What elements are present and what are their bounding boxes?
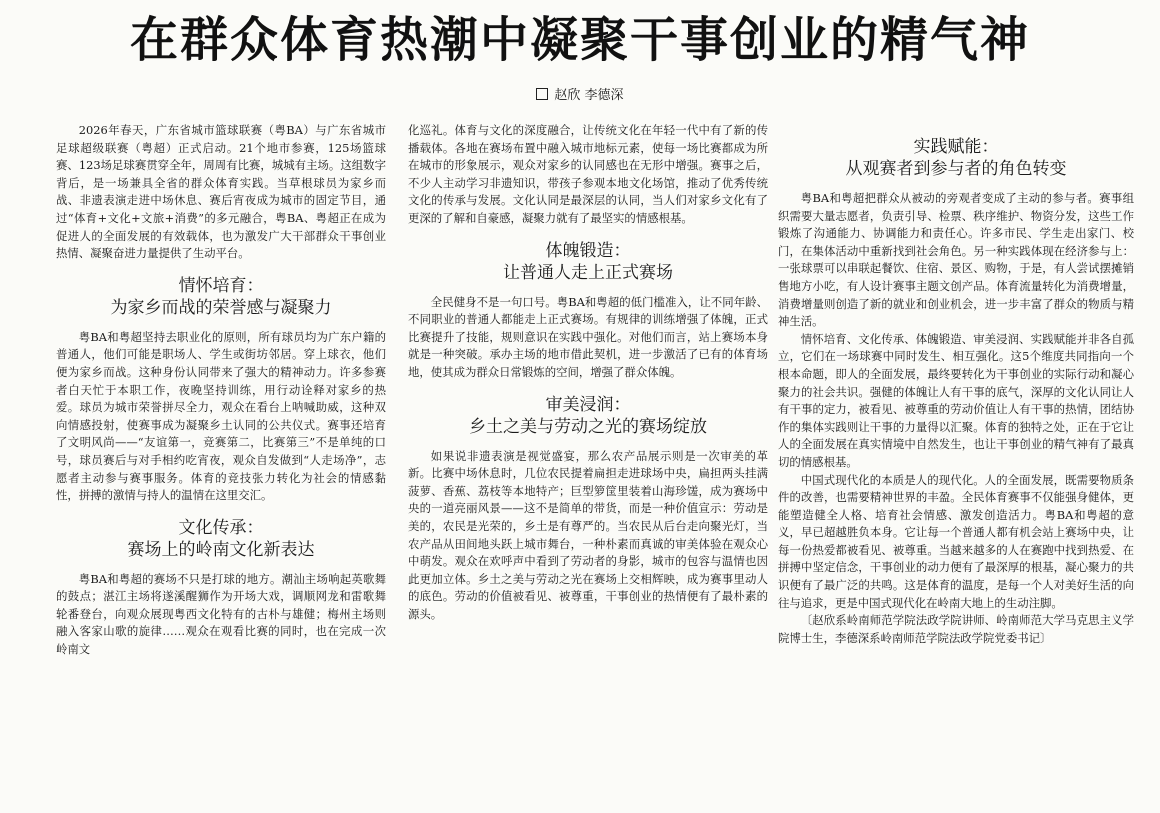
section-title: 情怀培育： bbox=[178, 275, 264, 296]
square-icon bbox=[536, 88, 548, 100]
section-subtitle: 乡土之美与劳动之光的赛场绽放 bbox=[469, 416, 707, 437]
section-subtitle: 从观赛者到参与者的角色转变 bbox=[845, 159, 1067, 179]
column-2 bbox=[408, 122, 768, 813]
section-subtitle: 为家乡而战的荣誉感与凝聚力 bbox=[110, 297, 332, 318]
headline: 在群众体育热潮中凝聚干事创业的精气神 bbox=[129, 12, 1030, 68]
section-heading-wenhua bbox=[56, 517, 386, 561]
section-paragraph: 中国式现代化的本质是人的现代化。人的全面发展，既需要物质条件的改善，也需要精神世界的丰盈。全民体育赛事不仅能强身健体，更能塑造健全人格、培育社会情感、激发创造活力。粤BA和粤超的意义，早已超越胜负本身。它让每一个普通人都有机会站上赛场中央，让每一份热爱都被看见、被尊重。当越来越多的人在赛跑中找到热爱、在拼搏中坚定信念，干事创业的动力便有了最深厚的根基，凝心聚力的共识便有了最广泛的共鸣。这是体育的温度，是每一个人对美好生活的向往与追求，更是中国式现代化在岭南大地上的生动注脚。 bbox=[778, 472, 1134, 610]
section-paragraph: 如果说非遗表演是视觉盛宴，那么农产品展示则是一次审美的革新。比赛中场休息时，几位农民提着扁担走进球场中央，扁担两头挂满菠萝、香蕉、荔枝等本地特产；巨型箩筐里装着山海珍馐，成为赛场中央的一道亮丽风景——这不是简单的带货，而是一种价值宣示：劳动是美的，农民是光荣的，乡土是有尊严的。当农民从后台走向聚光灯，当农产品从田间地头跃上城市舞台，一种朴素而真诚的审美体验在观众心中萌发。观众在欢呼声中看到了劳动者的身影，城市的包容与温情也因此更加立体。乡土之美与劳动之光在赛场上交相辉映，成为赛事里动人的底色。劳动的价值被看见、被尊重，干事创业的热情便有了最朴素的源头。 bbox=[408, 448, 768, 621]
continued-paragraph: 化巡礼。体育与文化的深度融合，让传统文化在年轻一代中有了新的传播载体。各地在赛场布置中融入城市地标元素，使每一场比赛都成为所在城市的形象展示，观众对家乡的认同感也在无形中增强。赛事之后，不少人主动学习非遗知识，带孩子参观本地文化场馆，推动了优秀传统文化的传承与发展。文化认同是最深层的认同，当人们对家乡文化有了更深的了解和自豪感，凝聚力就有了最坚实的情感根基。 bbox=[408, 123, 768, 225]
section-title: 审美浸润： bbox=[545, 394, 631, 415]
column-3 bbox=[778, 122, 1134, 813]
section-paragraph: 粤BA和粤超把群众从被动的旁观者变成了主动的参与者。赛事组织需要大量志愿者，负责引导、检票、秩序维护、物资分发，这些工作锻炼了沟通能力、协调能力和责任心。许多市民、学生走出家门、校门，在集体活动中重新找到社会角色。另一种实践体现在经济参与上：一张球票可以串联起餐饮、住宿、景区、购物，于是，有人尝试摆摊销售地方小吃，有人设计赛事主题文创产品。体育流量转化为消费增量，消费增量则创造了新的就业和创业机会，进一步丰富了群众的物质与精神生活。 bbox=[778, 191, 1134, 329]
byline-authors: 赵欣 李德深 bbox=[554, 88, 624, 103]
section-subtitle: 让普通人走上正式赛场 bbox=[503, 262, 673, 283]
section-paragraph: 全民健身不是一句口号。粤BA和粤超的低门槛准入，让不同年龄、不同职业的普通人都能走上正式赛场。有规律的训练增强了体魄，正式比赛提升了技能，规则意识在实践中强化。对他们而言，站上赛场本身就是一种突破。承办主场的地市借此契机，进一步激活了已有的体育场地，使其成为群众日常锻炼的空间，增强了群众体魄。 bbox=[408, 294, 768, 379]
section-heading-tipo bbox=[408, 240, 768, 284]
column-1 bbox=[56, 122, 386, 813]
section-heading-shijian bbox=[778, 136, 1134, 180]
section-title: 体魄锻造： bbox=[545, 240, 631, 261]
intro-paragraph: 2026年春天，广东省城市篮球联赛（粤BA）与广东省城市足球超级联赛（粤超）正式启动。21个地市参赛，125场篮球赛、123场足球赛贯穿全年，周周有比赛，城城有主场。这组数字背后，是一场兼具全省的群众体育实践。当草根球员为家乡而战、非遗表演走进中场休息、赛后宵夜成为城市的固定节目，通过“体育+文化+文旅+消费”的多元融合，粤BA、粤超正在成为促进人的全面发展的有效载体，也为激发广大干部群众干事创业热情、凝聚奋进力量提供了生动平台。 bbox=[56, 123, 386, 261]
section-paragraph: 情怀培育、文化传承、体魄锻造、审美浸润、实践赋能并非各自孤立，它们在一场球赛中同时发生、相互强化。这5个维度共同指向一个根本命题，即人的全面发展，最终要转化为干事创业的实际行动和凝心聚力的社会共识。强健的体魄让人有干事的底气，深厚的文化认同让人有干事的定力，被看见、被尊重的劳动价值让人有干事的热情，团结协作的集体实践则让干事的力量得以汇聚。体育的独特之处，正在于它让人的全面发展在真实情境中自然发生，也让干事创业的精气神有了最真切的情感根基。 bbox=[778, 331, 1134, 469]
section-paragraph: 粤BA和粤超的赛场不只是打球的地方。潮汕主场响起英歌舞的鼓点；湛江主场将遂溪醒狮作为开场大戏，调顺网龙和雷歌舞轮番登台，向观众展现粤西文化特有的古朴与雄健；梅州主场则融入客家山歌的旋律……观众在观看比赛的同时，也在完成一次岭南文 bbox=[56, 571, 386, 657]
section-heading-qinghuai bbox=[56, 275, 386, 319]
section-paragraph: 粤BA和粤超坚持去职业化的原则，所有球员均为广东户籍的普通人，他们可能是职场人、学生或街坊邻居。穿上球衣，他们便为家乡而战。这种身份认同带来了强大的精神动力。许多参赛者白天忙于本职工作，夜晚坚持训练，用行动诠释对家乡的热爱。球员为城市荣誉拼尽全力，观众在看台上呐喊助威，这种双向情感投射，使赛事成为凝聚乡土认同的公共仪式。赛事还培育了文明风尚——“友谊第一，竞赛第二，比赛第三”不是单纯的口号，球员赛后与对手相约吃宵夜，观众自发做到“人走场净”，志愿者主动参与赛事服务。体育的竞技张力转化为社会的情感黏性，拼搏的激情与持人的温情在这里交汇。 bbox=[56, 329, 386, 503]
author-note: 〔赵欣系岭南师范学院法政学院讲师、岭南师范大学马克思主义学院博士生，李德深系岭南师范学院法政学院党委书记〕 bbox=[778, 613, 1134, 645]
section-heading-shenmei bbox=[408, 394, 768, 438]
section-title: 文化传承： bbox=[178, 517, 264, 538]
section-title: 实践赋能： bbox=[913, 137, 999, 157]
byline bbox=[0, 84, 1160, 103]
section-subtitle: 赛场上的岭南文化新表达 bbox=[127, 539, 315, 560]
